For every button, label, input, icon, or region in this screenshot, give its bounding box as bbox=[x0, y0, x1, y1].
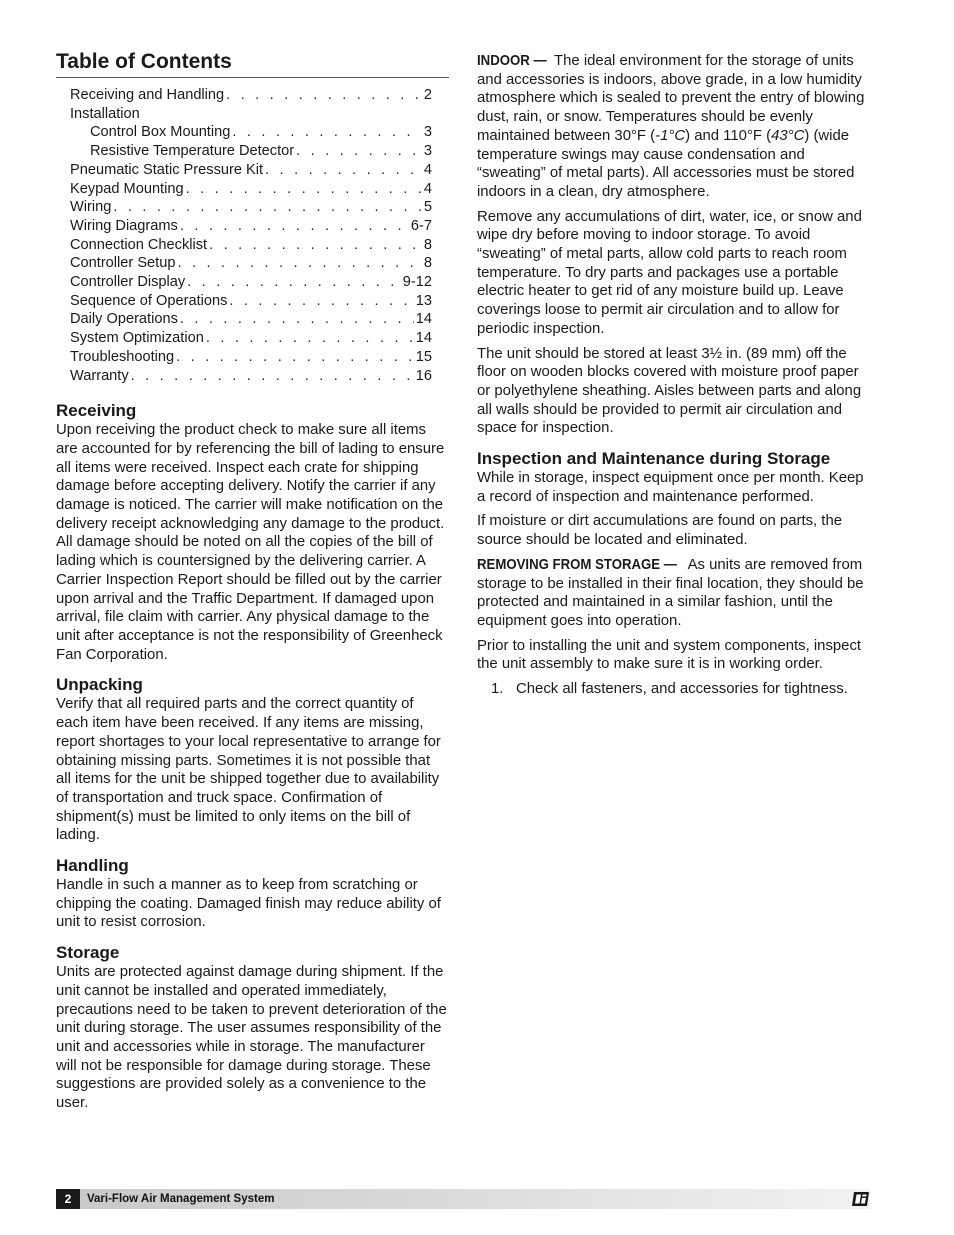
toc-entry-label: Controller Display bbox=[70, 274, 186, 291]
toc-entry-page: 14 bbox=[415, 330, 432, 347]
toc-dot-leader bbox=[113, 198, 422, 217]
toc-entry bbox=[56, 198, 449, 217]
page-number: 2 bbox=[56, 1189, 80, 1209]
toc-entry bbox=[56, 180, 449, 199]
toc-dot-leader bbox=[131, 367, 414, 386]
right-column bbox=[477, 52, 872, 699]
toc-dot-leader bbox=[265, 161, 422, 180]
toc-entry-label: Resistive Temperature Detector bbox=[90, 143, 295, 160]
toc-dot-leader bbox=[186, 180, 422, 199]
toc-entry bbox=[56, 123, 449, 142]
toc-entry-label: Keypad Mounting bbox=[70, 180, 184, 197]
toc-entry-page: 8 bbox=[423, 255, 432, 272]
inspection-paragraph-2: If moisture or dirt accumulations are found on parts, the source should be located and eliminated. bbox=[477, 513, 843, 549]
toc-dot-leader bbox=[176, 348, 414, 367]
toc-entry-page: 2 bbox=[423, 87, 432, 103]
removing-paragraph-2: Prior to installing the unit and system components, inspect the unit assembly to make sure it is in working order. bbox=[477, 637, 862, 673]
toc-entry-page: 8 bbox=[423, 236, 432, 253]
toc-dot-leader bbox=[209, 236, 422, 255]
toc-dot-leader bbox=[177, 254, 421, 273]
toc-entry-label: Sequence of Operations bbox=[70, 292, 228, 309]
unpacking-heading: Unpacking bbox=[56, 675, 143, 695]
toc-entry-label: Pneumatic Static Pressure Kit bbox=[70, 161, 264, 178]
toc-entry bbox=[56, 329, 449, 348]
toc-title: Table of Contents bbox=[56, 50, 449, 78]
toc-dot-leader bbox=[180, 217, 409, 236]
toc-dot-leader bbox=[229, 292, 413, 311]
toc-entry-page: 3 bbox=[423, 143, 432, 160]
indoor-text-c: ) (wide temperature swings may cause condensation and “sweating” of metal parts). All accessories must be stored indoors in a clean, dry atmosphere. bbox=[477, 127, 855, 200]
greenheck-logo-icon bbox=[852, 1190, 870, 1208]
step-number: 1. bbox=[491, 681, 504, 698]
toc-dot-leader bbox=[296, 142, 422, 161]
inspection-paragraph-1: While in storage, inspect equipment once per month. Keep a record of inspection and maintenance performed. bbox=[477, 470, 864, 505]
handling-heading: Handling bbox=[56, 856, 129, 876]
toc-entry-label: Wiring Diagrams bbox=[70, 217, 178, 234]
step-item bbox=[477, 680, 872, 699]
toc-entry-page: 16 bbox=[415, 367, 432, 384]
document-name: Vari-Flow Air Management System bbox=[87, 1193, 275, 1205]
toc-entry bbox=[56, 217, 449, 236]
indoor-text-b: ) and 110°F ( bbox=[685, 127, 772, 144]
toc-entry bbox=[56, 273, 449, 292]
indoor-paragraph-1 bbox=[477, 52, 872, 202]
unpacking-body: Verify that all required parts and the correct quantity of each item have been received. If any items are missing, report shortages to your local representative to arrange for obtaining missing parts. Sometimes it is not possible that all items for the unit be shipped together due to availability of transportation and truck space. Confirmation of shipment(s) must be limited to only items on the bill of lading. bbox=[56, 696, 441, 844]
toc-entry bbox=[56, 348, 449, 367]
toc-entry-page: 9-12 bbox=[402, 274, 432, 291]
toc-entry-page: 4 bbox=[423, 180, 432, 197]
toc-entry bbox=[56, 254, 449, 273]
toc-entry bbox=[56, 367, 449, 386]
step-text: Check all fasteners, and accessories for tightness. bbox=[516, 681, 848, 698]
toc-list bbox=[56, 86, 449, 385]
toc-entry-label: Daily Operations bbox=[70, 311, 178, 328]
left-column bbox=[56, 50, 449, 1113]
toc-entry bbox=[56, 142, 449, 161]
toc-entry-page: 4 bbox=[423, 161, 432, 178]
toc-entry-label: Wiring bbox=[70, 199, 112, 216]
toc-dot-leader bbox=[226, 86, 422, 105]
toc-dot-leader bbox=[206, 329, 414, 348]
toc-entry-label: Control Box Mounting bbox=[90, 124, 231, 141]
toc-entry bbox=[56, 105, 449, 124]
indoor-text-a: The ideal environment for the storage of units and accessories is indoors, above grade, in a low humidity atmosphere which is sealed to prevent the entry of blowing dust, rain, or snow. Temperatures should be evenly maintained between 30°F ( bbox=[477, 53, 865, 144]
storage-heading: Storage bbox=[56, 943, 120, 963]
toc-entry-page: 3 bbox=[423, 124, 432, 141]
page-footer bbox=[56, 1189, 870, 1209]
toc-entry bbox=[56, 292, 449, 311]
removing-text: As units are removed from storage to be installed in their final location, they should be protected and maintained in a similar fashion, until the equipment goes into operation. bbox=[477, 556, 864, 629]
inspection-heading: Inspection and Maintenance during Storage bbox=[477, 449, 831, 469]
removing-paragraph-1 bbox=[477, 556, 872, 631]
toc-entry-label: Installation bbox=[70, 105, 140, 122]
removing-steps bbox=[477, 680, 872, 699]
indoor-temp-high: 43°C bbox=[771, 127, 805, 144]
receiving-heading: Receiving bbox=[56, 401, 137, 421]
receiving-body: Upon receiving the product check to make sure all items are accounted for by referencing the bill of lading to ensure all items were received. Inspect each crate for shipping damage before accepting delivery. Notify the carrier if any damage is noticed. The carrier will make notification on the delivery receipt acknowledging any damage to the product. All damage should be noted on all the copies of the bill of lading which is countersigned by the delivering carrier. A Carrier Inspection Report should be filled out by the carrier upon arrival and the Traffic Department. If damaged upon arrival, file claim with carrier. Any physical damage to the unit after acceptance is not the responsibility of Greenheck Fan Corporation. bbox=[56, 422, 445, 663]
toc-entry-label: Connection Checklist bbox=[70, 236, 208, 253]
removing-lead: REMOVING FROM STORAGE — bbox=[477, 555, 677, 573]
toc-entry-page: 5 bbox=[423, 199, 432, 216]
toc-entry bbox=[56, 86, 449, 105]
indoor-paragraph-3: The unit should be stored at least 3½ in. (89 mm) off the floor on wooden blocks covered with moisture proof paper or polyethylene sheathing. Aisles between parts and along all walls should be provided to permit air circulation and space for inspection. bbox=[477, 345, 862, 437]
toc-entry-label: Receiving and Handling bbox=[70, 87, 225, 103]
toc-entry-label: System Optimization bbox=[70, 330, 204, 347]
toc-dot-leader bbox=[180, 310, 414, 329]
toc-entry-page: 15 bbox=[415, 348, 432, 365]
toc-entry bbox=[56, 310, 449, 329]
indoor-temp-low: -1°C bbox=[655, 127, 686, 144]
toc-entry-label: Troubleshooting bbox=[70, 348, 175, 365]
handling-body: Handle in such a manner as to keep from scratching or chipping the coating. Damaged finish may reduce ability of unit to resist corrosion. bbox=[56, 877, 441, 931]
toc-entry bbox=[56, 161, 449, 180]
indoor-lead: INDOOR — bbox=[477, 52, 547, 69]
toc-entry bbox=[56, 236, 449, 255]
storage-body: Units are protected against damage during shipment. If the unit cannot be installed and operated immediately, precautions need to be taken to prevent deterioration of the unit during storage. The user assumes responsibility of the unit and accessories while in storage. The manufacturer will not be responsible for damage during storage. These suggestions are provided solely as a convenience to the user. bbox=[56, 964, 447, 1112]
indoor-paragraph-2: Remove any accumulations of dirt, water, ice, or snow and wipe dry before moving to indoor storage. To avoid “sweating” of metal parts, allow cold parts to reach room temperature. To dry parts and packages use a portable electric heater to get rid of any moisture build up. Leave coverings loose to permit air circulation and to allow for periodic inspection. bbox=[477, 208, 862, 337]
toc-entry-label: Controller Setup bbox=[70, 255, 176, 272]
toc-dot-leader bbox=[187, 273, 401, 292]
toc-entry-label: Warranty bbox=[70, 367, 129, 384]
toc-entry-page: 6-7 bbox=[410, 217, 432, 234]
toc-entry-page: 13 bbox=[415, 292, 432, 309]
toc-entry-page: 14 bbox=[415, 311, 432, 328]
toc-dot-leader bbox=[232, 123, 422, 142]
